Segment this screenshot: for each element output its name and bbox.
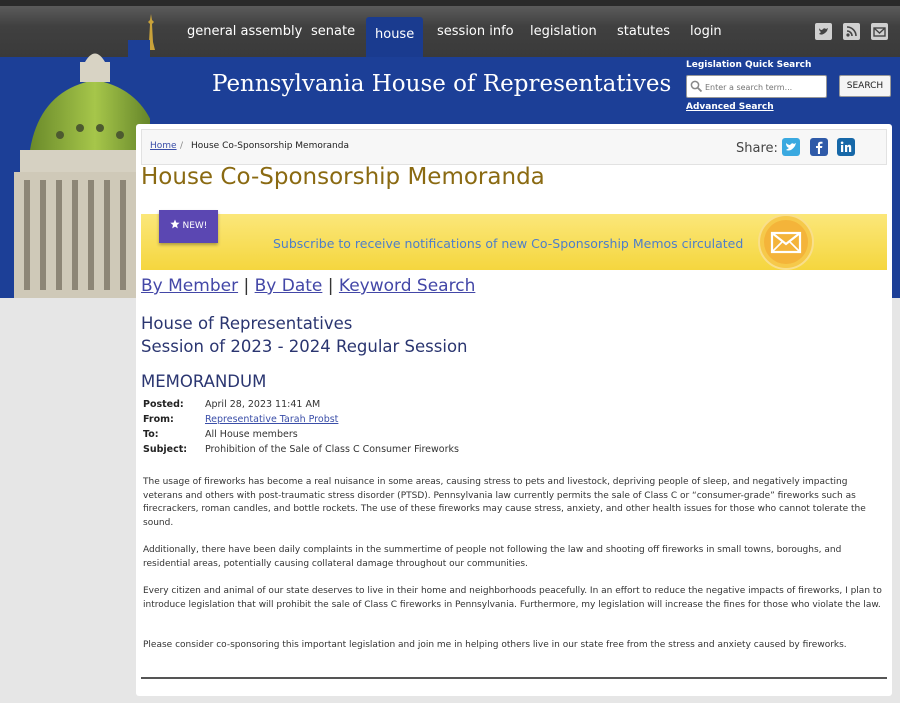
posted-value: April 28, 2023 11:41 AM [205,399,321,410]
nav-login[interactable]: login [690,24,722,39]
subject-label: Subject: [143,444,188,455]
quick-search-input[interactable] [705,79,823,95]
session-chamber: House of Representatives [141,314,353,333]
search-icon [690,80,703,93]
site-title: Pennsylvania House of Representatives [212,71,672,97]
filter-separator: | [327,276,334,296]
filter-links [141,276,475,296]
memo-paragraph: The usage of fireworks has become a real nuisance in some areas, causing stress to pets and livestock, depriving people of sleep, and negatively impacting veterans and others with post-traumatic stress disorder (PTSD). Pennsylvania law currently permits the sale of Class C or “consumer-grade” fireworks such as firecrackers, roman candles, and bottle rockets. The use of these fireworks may cause stress, anxiety, and other health issues for those who cannot tolerate the sound. [143,477,866,528]
star-icon [170,219,180,229]
from-label: From: [143,414,174,425]
subject-value: Prohibition of the Sale of Class C Consumer Fireworks [205,444,459,455]
memo-paragraph: Additionally, there have been daily complaints in the summertime of people not following the law and shooting off fireworks in small towns, boroughs, and residential areas, potentially causing collateral damage throughout our communities. [143,545,842,569]
rss-icon[interactable] [843,23,860,40]
to-value: All House members [205,429,298,440]
nav-house[interactable]: house [366,17,423,57]
breadcrumb [141,129,887,165]
quick-search-field[interactable] [686,75,827,98]
breadcrumb-home-link[interactable]: Home [150,141,177,151]
nav-session-info[interactable]: session info [437,24,514,39]
session-name: Session of 2023 - 2024 Regular Session [141,337,468,356]
breadcrumb-current: House Co-Sponsorship Memoranda [191,141,349,151]
share-label: Share: [736,141,778,156]
linkedin-icon[interactable] [837,138,855,156]
search-button[interactable]: SEARCH [839,75,891,97]
new-badge-label: NEW! [182,221,208,231]
new-badge [159,210,218,243]
filter-separator: | [243,276,250,296]
breadcrumb-separator: / [180,141,184,151]
nav-statutes[interactable]: statutes [617,24,671,39]
posted-label: Posted: [143,399,184,410]
nav-legislation[interactable]: legislation [530,24,597,39]
nav-general-assembly[interactable]: general assembly [187,24,303,39]
content-panel [136,124,892,696]
memo-heading: MEMORANDUM [141,372,267,391]
to-label: To: [143,429,159,440]
twitter-icon[interactable] [815,23,832,40]
subscribe-link[interactable]: Subscribe to receive notifications of new Co-Sponsorship Memos circulated [273,236,744,251]
page-title: House Co-Sponsorship Memoranda [141,164,545,190]
quick-search-label: Legislation Quick Search [686,60,812,70]
memo-paragraph: Every citizen and animal of our state deserves to live in their home and neighborhoods peacefully. In an effort to reduce the negative impacts of fireworks, I plan to introduce legislation that will prohibit the sale of Class C fireworks in Pennsylvania. Furthermore, my legislation will increase the fines for those who violate the law. [143,586,882,610]
keyword-search-link[interactable]: Keyword Search [338,276,476,296]
facebook-icon[interactable] [810,138,828,156]
capitol-dome-image [0,40,150,298]
nav-senate[interactable]: senate [311,24,356,39]
by-member-link[interactable]: By Member [141,276,239,296]
email-icon[interactable] [871,23,888,40]
by-date-link[interactable]: By Date [254,276,323,296]
advanced-search-link[interactable]: Advanced Search [686,102,774,112]
author-link[interactable]: Representative Tarah Probst [205,414,339,425]
twitter-icon[interactable] [782,138,800,156]
memo-paragraph: Please consider co-sponsoring this important legislation and join me in helping others live in our state free from the stress and anxiety caused by fireworks. [143,640,847,650]
envelope-icon[interactable] [758,214,814,270]
divider [141,677,887,679]
